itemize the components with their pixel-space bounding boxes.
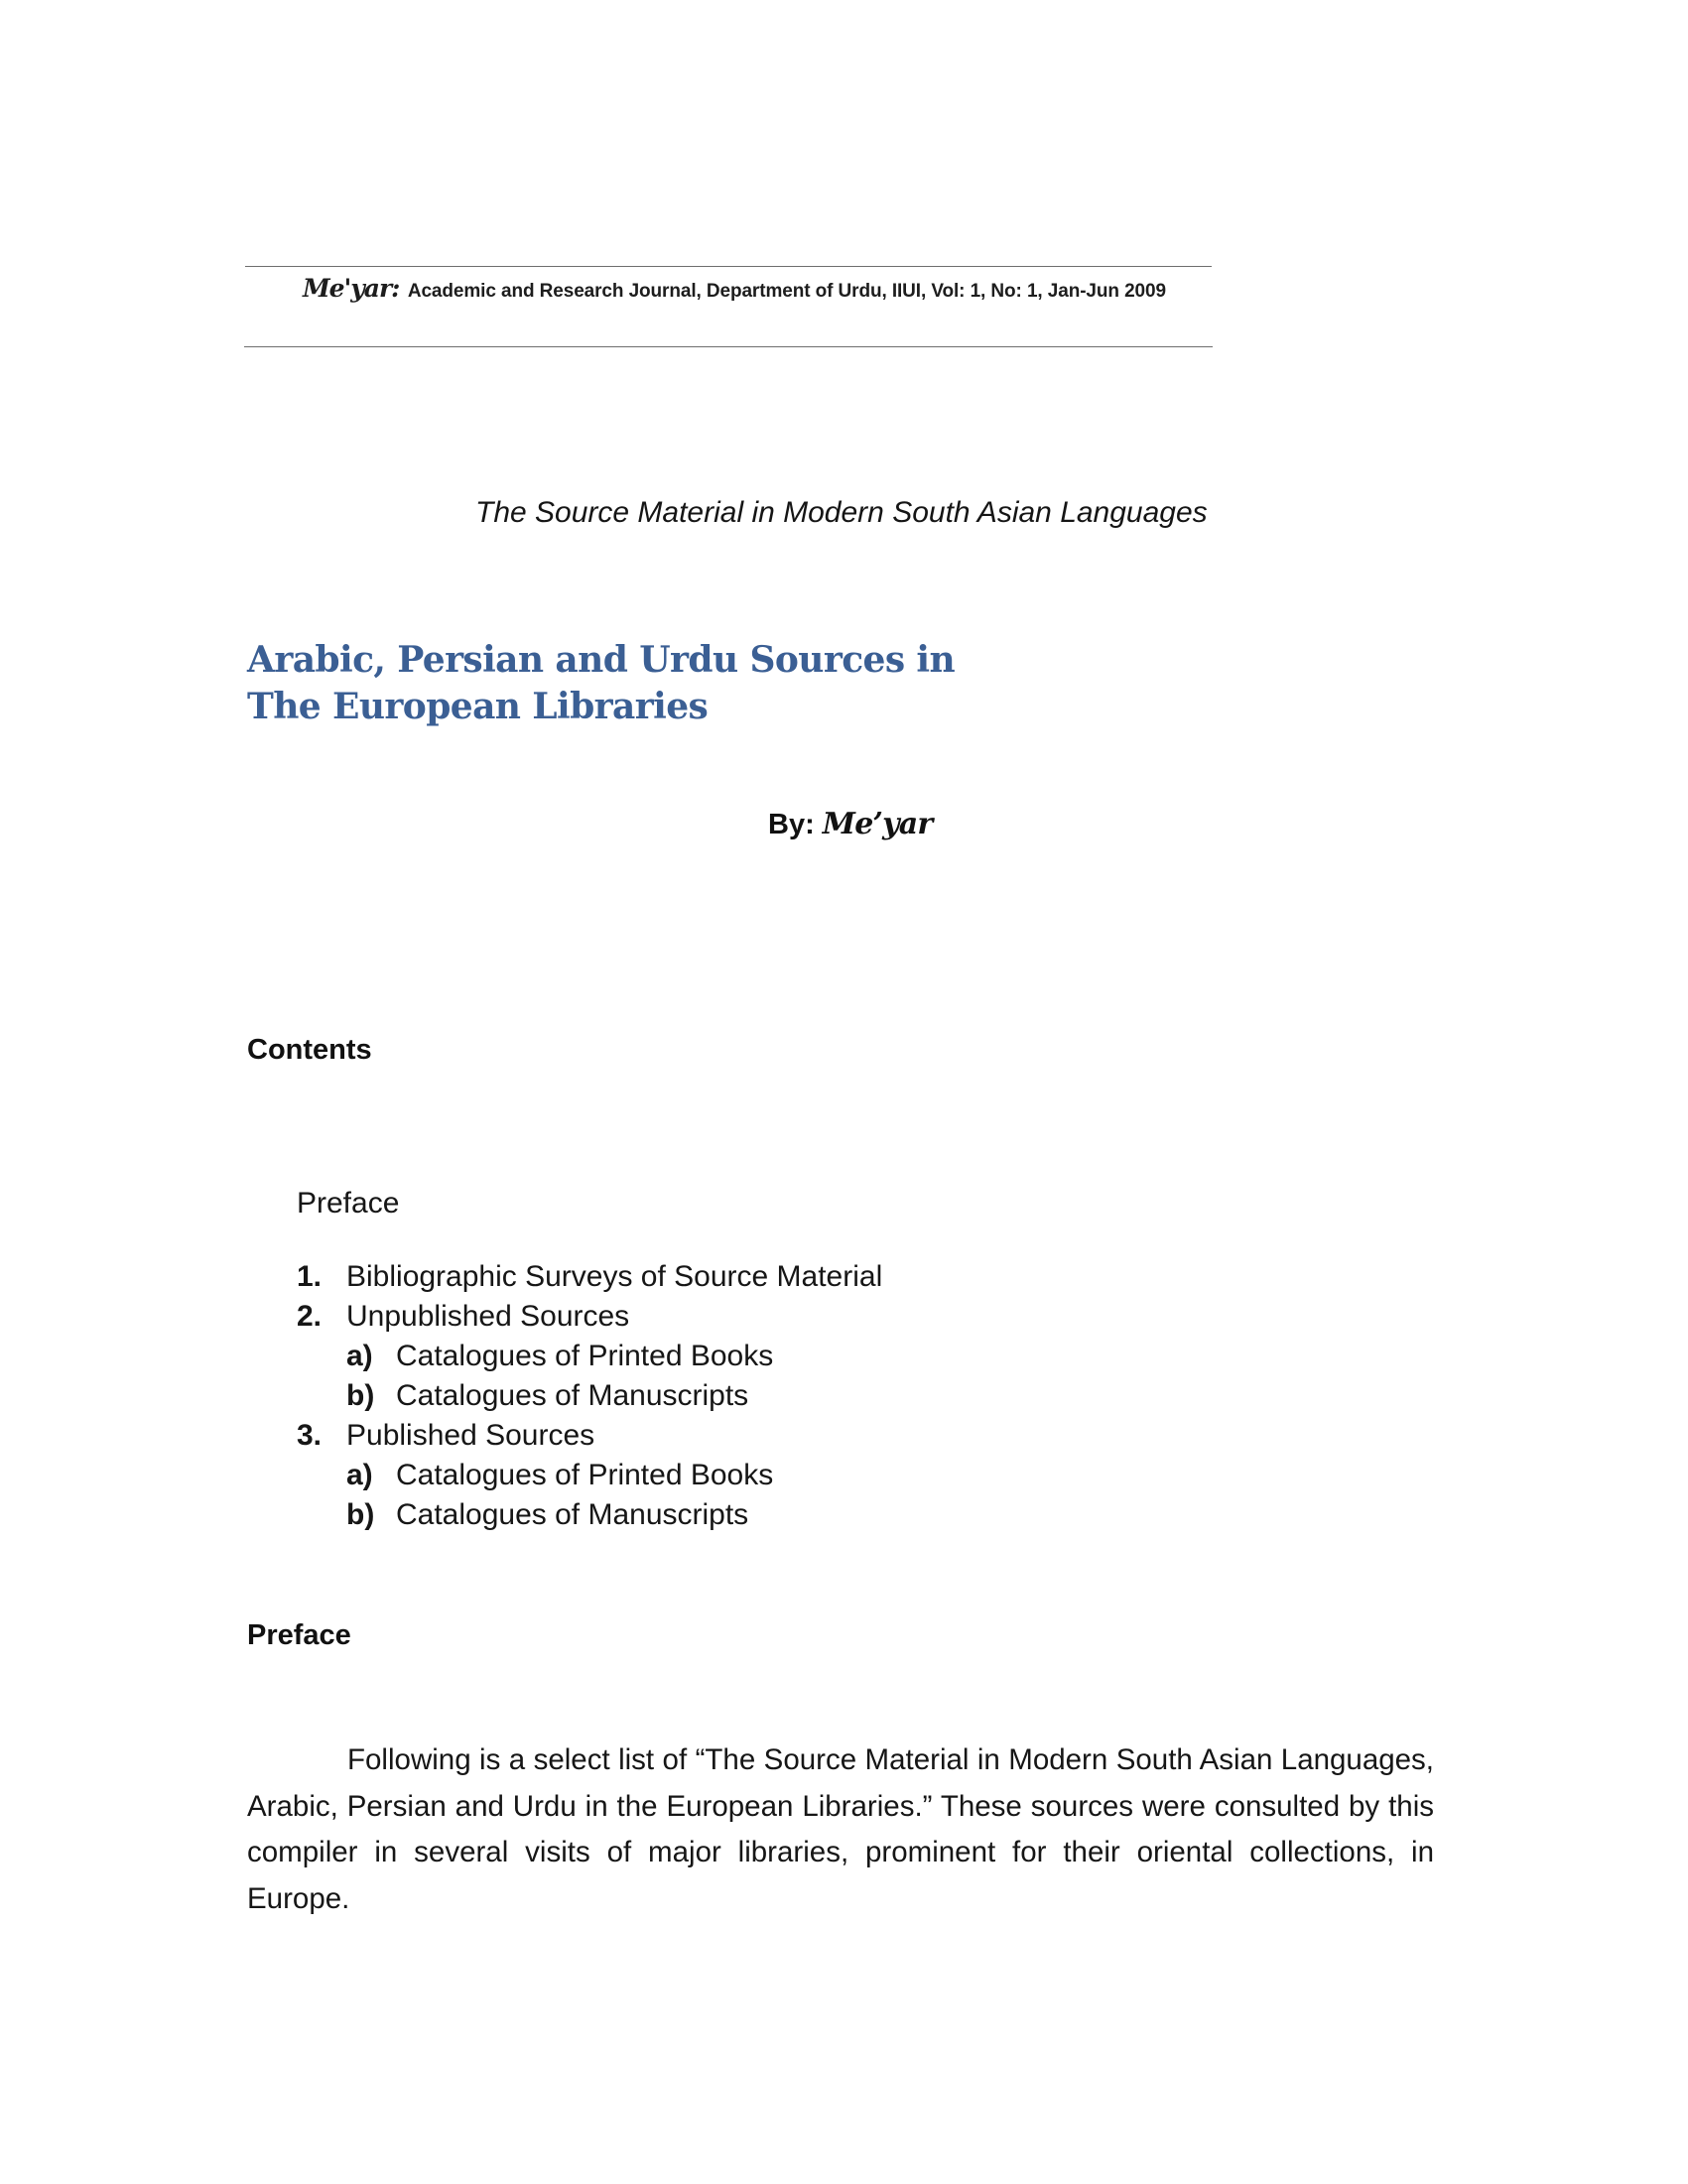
- toc-item-label: Catalogues of Printed Books: [396, 1459, 774, 1491]
- running-head: [303, 274, 1255, 303]
- toc-item-label: Catalogues of Manuscripts: [396, 1379, 749, 1412]
- toc-item-number: 2.: [297, 1300, 323, 1333]
- contents-heading: Contents: [247, 1034, 372, 1066]
- toc-item-label: Catalogues of Printed Books: [396, 1340, 774, 1372]
- preface-heading: Preface: [247, 1619, 351, 1651]
- toc-item-number: b): [346, 1498, 375, 1531]
- toc-item-label: Bibliographic Surveys of Source Material: [346, 1260, 883, 1293]
- toc-item-number: 1.: [297, 1260, 323, 1293]
- toc-item-label: Preface: [297, 1187, 400, 1220]
- series-title: The Source Material in Modern South Asian Languages: [475, 496, 1208, 529]
- toc-item-number: a): [346, 1459, 373, 1491]
- toc-item-label: Published Sources: [346, 1419, 595, 1452]
- header-rule-bottom: [244, 346, 1213, 347]
- toc-item-number: b): [346, 1379, 375, 1412]
- toc-item-preface: [297, 1187, 399, 1226]
- journal-logo: Me'yar:: [303, 274, 400, 303]
- article-title-line-1: Arabic, Persian and Urdu Sources in: [247, 639, 956, 681]
- header-rule-top: [245, 266, 1212, 267]
- article-title: [247, 637, 1140, 730]
- toc-item-label: Unpublished Sources: [346, 1300, 630, 1333]
- byline: [768, 807, 932, 841]
- byline-author: Me’yar: [822, 807, 933, 841]
- article-title-line-2: The European Libraries: [247, 686, 709, 727]
- running-head-text: Academic and Research Journal, Department of Urdu, IIUI, Vol: 1, No: 1, Jan-Jun 2009: [407, 281, 1166, 302]
- preface-paragraph: Following is a select list of “The Source Material in Modern South Asian Languages, Arabic, Persian and Urdu in the European Libraries.” These sources were consulted by this compiler in several visits of major libraries, prominent for their oriental collections, in Europe.: [247, 1743, 1434, 1915]
- toc-item-number: a): [346, 1340, 373, 1372]
- toc-item-number: 3.: [297, 1419, 323, 1452]
- byline-label: By:: [768, 809, 815, 840]
- toc-item-label: Catalogues of Manuscripts: [396, 1498, 749, 1531]
